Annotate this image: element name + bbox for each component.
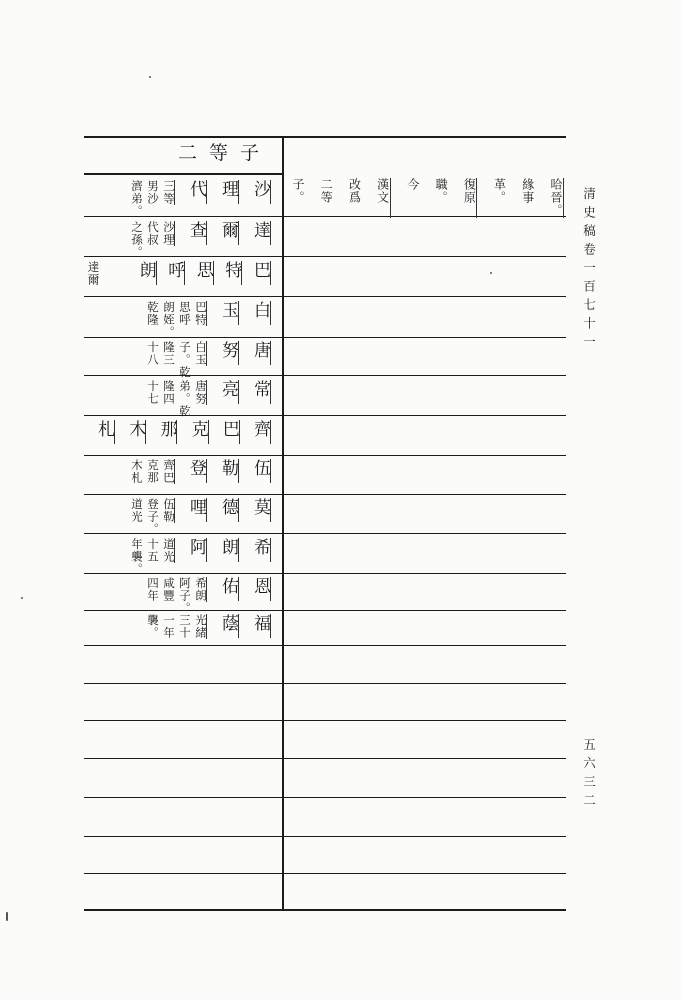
center-divider xyxy=(282,136,284,910)
note-text-column: 哈晉。 xyxy=(548,178,563,217)
header-rule xyxy=(84,173,284,175)
name-char: 查 xyxy=(178,221,207,245)
name-char: 白 xyxy=(242,301,271,325)
table-title: 二等子 xyxy=(178,142,272,164)
name-char: 呼 xyxy=(160,261,186,285)
name-char: 亮 xyxy=(210,380,239,404)
note-column: 之孫。 xyxy=(130,221,144,259)
name-char: 沙 xyxy=(242,180,271,204)
name-char: 福 xyxy=(242,614,271,638)
note-column: 隆四 xyxy=(162,380,176,405)
note-column: 朗姪。 xyxy=(162,301,176,339)
name-char: 阿 xyxy=(178,538,207,562)
note-text-column: 革。 xyxy=(492,178,507,204)
scan-speck xyxy=(21,597,23,599)
table-row xyxy=(87,180,279,218)
name-char: 佑 xyxy=(210,577,239,601)
note-column: 思呼 xyxy=(178,301,192,326)
note-column: 隆三 xyxy=(162,341,176,366)
name-char: 哩 xyxy=(178,498,207,522)
row-rule xyxy=(84,720,566,721)
note-column: 白玉 xyxy=(194,341,208,366)
name-char: 恩 xyxy=(242,577,271,601)
note-column: 登子。 xyxy=(146,498,160,536)
name-char: 巴 xyxy=(245,261,271,285)
table-row xyxy=(87,341,279,379)
name-char: 常 xyxy=(242,380,271,404)
note-text-column: 復原 xyxy=(463,178,477,218)
table-row xyxy=(87,538,279,576)
note-column: 四年 xyxy=(146,577,160,602)
name-char: 蔭 xyxy=(210,614,239,638)
note-column: 子。乾 xyxy=(178,341,192,379)
note-column: 道光 xyxy=(162,538,176,563)
name-char: 巴 xyxy=(212,420,240,444)
name-char: 勒 xyxy=(210,459,239,483)
note-column: 達爾 xyxy=(86,261,101,286)
table-row xyxy=(87,498,279,536)
note-column: 乾隆 xyxy=(146,301,160,326)
row-rule xyxy=(84,683,566,684)
note-column: 代叔 xyxy=(146,221,160,246)
top-rule xyxy=(84,136,566,138)
note-column: 巴特 xyxy=(194,301,208,326)
name-char: 爾 xyxy=(210,221,239,245)
table-row xyxy=(87,420,279,444)
name-char: 努 xyxy=(210,341,239,365)
note-column: 阿子。 xyxy=(178,577,192,615)
table-row xyxy=(87,221,279,259)
succession-note xyxy=(292,178,564,218)
table-row xyxy=(87,301,279,339)
note-column: 伍勒 xyxy=(162,498,176,523)
name-char: 唐 xyxy=(242,341,271,365)
name-char: 登 xyxy=(178,459,207,483)
row-rule xyxy=(84,873,566,874)
name-char: 玉 xyxy=(210,301,239,325)
name-char: 木 xyxy=(118,420,146,444)
name-char: 齊 xyxy=(243,420,271,444)
note-column: 男沙 xyxy=(146,180,160,205)
name-char: 伍 xyxy=(242,459,271,483)
note-column: 道光 xyxy=(130,498,144,523)
name-char: 希 xyxy=(242,538,271,562)
note-column: 弟。乾 xyxy=(178,380,192,418)
row-rule xyxy=(84,797,566,798)
note-column: 濟弟。 xyxy=(130,180,144,218)
table-row xyxy=(87,380,279,418)
note-column: 木札 xyxy=(130,459,144,484)
row-rule xyxy=(84,645,566,646)
note-column: 三等 xyxy=(162,180,176,205)
name-char: 朗 xyxy=(131,261,157,285)
name-char: 德 xyxy=(210,498,239,522)
note-text-column: 今 xyxy=(405,178,420,191)
note-text-column: 職。 xyxy=(434,178,449,204)
note-column: 十五 xyxy=(146,538,160,563)
table-row xyxy=(87,261,279,286)
name-char: 朗 xyxy=(210,538,239,562)
note-column: 克那 xyxy=(146,459,160,484)
name-char: 思 xyxy=(188,261,214,285)
scan-speck xyxy=(149,76,151,78)
note-column: 希朗 xyxy=(194,577,208,602)
name-char: 那 xyxy=(149,420,177,444)
row-rule xyxy=(84,836,566,837)
note-text-column: 漢文 xyxy=(377,178,391,218)
note-column: 十七 xyxy=(146,380,160,405)
table-row xyxy=(87,614,279,639)
note-column: 一年 xyxy=(162,614,176,639)
table-row xyxy=(87,459,279,484)
note-column: 年襲。 xyxy=(130,538,144,576)
note-column: 十八 xyxy=(146,341,160,366)
note-column: 襲。 xyxy=(146,614,160,639)
note-text-column: 緣事 xyxy=(520,178,535,204)
note-column: 咸豐 xyxy=(162,577,176,602)
row-rule xyxy=(84,296,566,297)
note-column: 光緒 xyxy=(194,614,208,639)
name-char: 達 xyxy=(242,221,271,245)
bottom-rule xyxy=(84,909,566,911)
note-text-column: 二等 xyxy=(319,178,334,204)
row-rule xyxy=(84,455,566,456)
name-char: 代 xyxy=(178,180,207,204)
scan-speck xyxy=(490,272,492,274)
note-column: 齊巴 xyxy=(162,459,176,484)
name-char: 札 xyxy=(87,420,115,444)
scan-speck xyxy=(6,912,8,921)
page-number: 五六三二 xyxy=(581,738,597,812)
table-row xyxy=(87,577,279,615)
note-column: 沙理 xyxy=(162,221,176,246)
note-column: 三十 xyxy=(178,614,192,639)
note-text-column: 子。 xyxy=(291,178,305,204)
row-rule xyxy=(84,758,566,759)
note-text-column: 改爲 xyxy=(347,178,362,204)
note-column: 唐努 xyxy=(194,380,208,405)
row-rule xyxy=(84,494,566,495)
name-char: 克 xyxy=(180,420,208,444)
name-char: 特 xyxy=(217,261,243,285)
name-char: 莫 xyxy=(242,498,271,522)
book-title: 清史稿卷一百七十一 xyxy=(581,187,597,354)
name-char: 理 xyxy=(210,180,239,204)
